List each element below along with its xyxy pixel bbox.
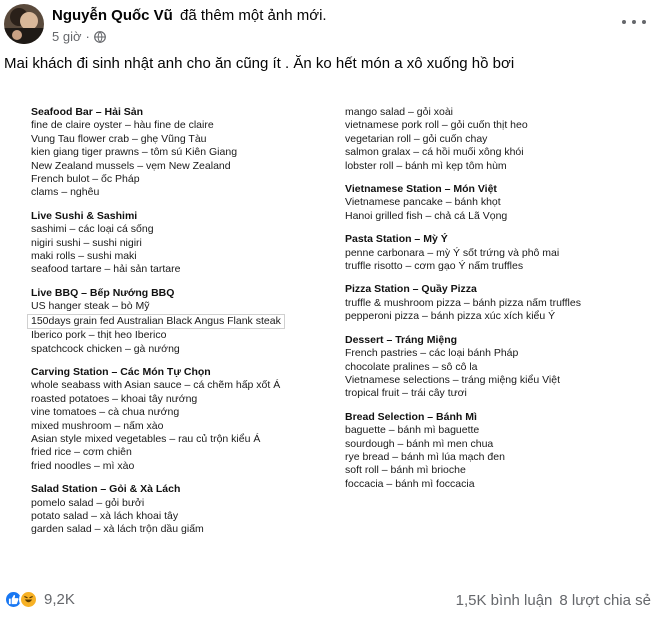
menu-item-text: potato salad – xà lách khoai tây (31, 509, 179, 522)
menu-item-text: 150days grain fed Australian Black Angus Flank steak (27, 314, 285, 329)
menu-image[interactable] (0, 88, 659, 575)
menu-item-text: pomelo salad – gỏi bưởi (31, 496, 145, 509)
menu-section (31, 210, 321, 277)
menu-section (345, 334, 645, 401)
menu-item-text: fried noodles – mì xào (31, 459, 135, 472)
menu-item-text: Hanoi grilled fish – chả cá Lã Vọng (345, 209, 508, 222)
menu-item-text: vine tomatoes – cà chua nướng (31, 406, 180, 419)
menu-item (31, 420, 321, 433)
menu-item (345, 146, 645, 159)
menu-item (31, 223, 321, 236)
reactions-summary[interactable] (4, 590, 75, 609)
author-action: đã thêm một ảnh mới. (180, 7, 327, 24)
reaction-count: 9,2K (44, 591, 75, 608)
post-footer (0, 588, 659, 616)
menu-item-text: truffle risotto – cơm gạo Ý nấm truffles (345, 260, 524, 273)
menu-item (345, 361, 645, 374)
post-caption: Mai khách đi sinh nhật anh cho ăn cũng ít . Ăn ko hết món a xô xuống hồ bơi (4, 55, 515, 72)
menu-item (345, 247, 645, 260)
author-line (52, 7, 327, 24)
menu-item (31, 146, 321, 159)
menu-item-text: spatchcock chicken – gà nướng (31, 342, 180, 355)
menu-item-text: Vietnamese selections – tráng miệng kiểu Việt (345, 373, 560, 386)
menu-item-text: French pastries – các loại bánh Pháp (345, 347, 519, 360)
menu-item-text: foccacia – bánh mì foccacia (345, 477, 475, 490)
menu-section-title: Pasta Station – Mỳ Ý (345, 233, 448, 246)
menu-item (31, 160, 321, 173)
menu-item (31, 433, 321, 446)
menu-right-column (345, 106, 645, 501)
menu-item (345, 464, 645, 477)
more-options-icon[interactable] (622, 12, 646, 32)
menu-item-text: fried rice – cơm chiên (31, 446, 132, 459)
menu-item (31, 510, 321, 523)
menu-item-text: clams – nghêu (31, 186, 100, 199)
menu-section-title: Pizza Station – Quầy Pizza (345, 283, 477, 296)
menu-item (345, 387, 645, 400)
menu-item (345, 160, 645, 173)
menu-item (345, 210, 645, 223)
menu-section (31, 106, 321, 200)
menu-section-title: Vietnamese Station – Món Việt (345, 183, 497, 196)
menu-item (345, 347, 645, 360)
menu-item-text: sashimi – các loại cá sống (31, 223, 154, 236)
menu-item (31, 523, 321, 536)
menu-item (31, 379, 321, 392)
menu-item (31, 446, 321, 459)
menu-item-text: tropical fruit – trái cây tươi (345, 387, 467, 400)
menu-item (31, 237, 321, 250)
menu-item-text: mango salad – gỏi xoài (345, 106, 453, 118)
menu-section (31, 287, 321, 356)
menu-section (345, 106, 645, 173)
menu-item-text: chocolate pralines – sô cô la (345, 360, 478, 373)
menu-section-title: Live Sushi & Sashimi (31, 209, 138, 222)
menu-item-text: rye bread – bánh mì lúa mạch đen (345, 450, 505, 463)
menu-section (345, 233, 645, 273)
menu-item (345, 438, 645, 451)
menu-item (31, 329, 321, 342)
menu-item-text: soft roll – bánh mì brioche (345, 464, 466, 477)
menu-item-text: vegetarian roll – gỏi cuốn chay (345, 132, 488, 145)
menu-item (31, 119, 321, 132)
menu-item (345, 106, 645, 119)
menu-item-text: truffle & mushroom pizza – bánh pizza nấm truffles (345, 296, 581, 309)
menu-item (31, 186, 321, 199)
menu-item (31, 393, 321, 406)
haha-icon (19, 590, 38, 609)
menu-section-title: Seafood Bar – Hải Sản (31, 106, 144, 118)
menu-item (345, 260, 645, 273)
footer-stats (456, 592, 651, 609)
menu-item-text: New Zealand mussels – vẹm New Zealand (31, 159, 231, 172)
post-header (0, 0, 659, 50)
menu-item-text: Iberico pork – thịt heo Iberico (31, 329, 167, 342)
menu-item (31, 460, 321, 473)
menu-item (345, 478, 645, 491)
menu-item-text: fine de claire oyster – hàu fine de claire (31, 119, 214, 132)
menu-item (31, 343, 321, 356)
author-name[interactable]: Nguyễn Quốc Vũ (52, 7, 173, 24)
menu-section (345, 411, 645, 491)
menu-item (31, 300, 321, 313)
menu-item-text: pepperoni pizza – bánh pizza xúc xích kiểu Ý (345, 310, 556, 323)
menu-section-title: Live BBQ – Bếp Nướng BBQ (31, 286, 175, 299)
menu-item (31, 263, 321, 276)
menu-item-text: whole seabass with Asian sauce – cá chẽm hấp xốt Á (31, 379, 281, 392)
author-avatar[interactable] (4, 4, 44, 44)
menu-item-text: roasted potatoes – khoai tây nướng (31, 392, 198, 405)
menu-item (345, 424, 645, 437)
menu-item-text: Vung Tau flower crab – ghẹ Vũng Tàu (31, 132, 207, 145)
menu-item (345, 374, 645, 387)
menu-item (31, 133, 321, 146)
menu-item (345, 310, 645, 323)
menu-item (345, 451, 645, 464)
comments-count[interactable]: 1,5K bình luận (455, 592, 553, 609)
menu-section (31, 483, 321, 537)
menu-item (345, 196, 645, 209)
menu-item (345, 119, 645, 132)
menu-item-text: seafood tartare – hải sản tartare (31, 263, 181, 276)
menu-item-text: vietnamese pork roll – gỏi cuốn thịt heo (345, 119, 528, 132)
menu-section (31, 366, 321, 473)
menu-item-text: Vietnamese pancake – bánh khọt (345, 196, 501, 209)
menu-item-text: maki rolls – sushi maki (31, 250, 137, 263)
menu-item (345, 297, 645, 310)
menu-item-text: baguette – bánh mì baguette (345, 424, 480, 437)
menu-item-text: US hanger steak – bò Mỹ (31, 300, 150, 313)
post-meta (52, 29, 106, 44)
menu-item (31, 250, 321, 263)
menu-section (345, 283, 645, 323)
menu-item-text: lobster roll – bánh mì kẹp tôm hùm (345, 159, 507, 172)
menu-item (31, 497, 321, 510)
menu-item-text: nigiri sushi – sushi nigiri (31, 236, 142, 249)
shares-count[interactable]: 8 lượt chia sẻ (559, 592, 651, 609)
globe-icon[interactable] (94, 31, 106, 43)
menu-item (31, 314, 321, 329)
menu-item-text: mixed mushroom – nấm xào (31, 419, 164, 432)
menu-section-title: Salad Station – Gỏi & Xà Lách (31, 483, 181, 496)
menu-item (31, 173, 321, 186)
menu-item (345, 133, 645, 146)
menu-item-text: garden salad – xà lách trộn dầu giấm (31, 523, 204, 536)
meta-separator: · (85, 29, 90, 44)
menu-item-text: Asian style mixed vegetables – rau củ trộn kiểu Á (31, 432, 261, 445)
menu-section-title: Dessert – Tráng Miệng (345, 333, 458, 346)
menu-section (345, 183, 645, 223)
menu-item-text: salmon gralax – cá hồi muối xông khói (345, 146, 524, 159)
menu-item-text: penne carbonara – mỳ Ý sốt trứng và phô mai (345, 246, 560, 259)
menu-left-column (31, 106, 321, 547)
menu-item-text: French bulot – ốc Pháp (31, 173, 140, 186)
post-timestamp[interactable]: 5 giờ (52, 29, 82, 44)
menu-section-title: Bread Selection – Bánh Mì (345, 410, 477, 423)
menu-item-text: sourdough – bánh mì men chua (345, 437, 494, 450)
menu-item-text: kien giang tiger prawns – tôm sú Kiên Giang (31, 146, 238, 159)
menu-section-title: Carving Station – Các Món Tự Chọn (31, 365, 211, 378)
menu-item (31, 406, 321, 419)
